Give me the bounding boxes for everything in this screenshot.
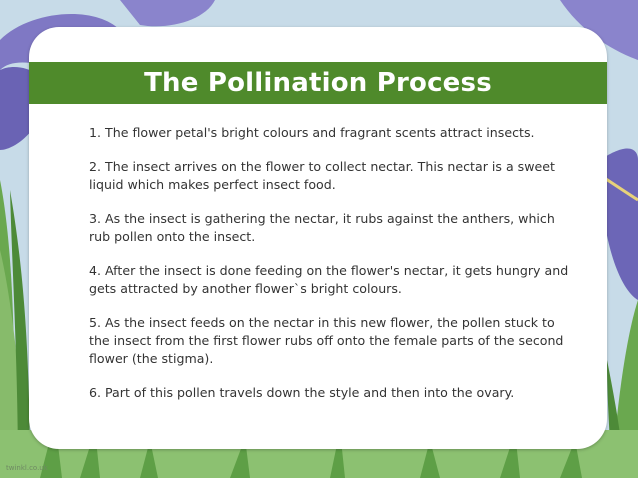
watermark-text: twinkl.co.uk bbox=[6, 464, 48, 472]
point-6: 6. Part of this pollen travels down the style and then into the ovary. bbox=[89, 385, 515, 400]
point-5: 5. As the insect feeds on the nectar in this new flower, the pollen stuck to the insect from the first flower rubs off onto the female parts of the second flower (the stigma). bbox=[89, 315, 564, 366]
slide-title: The Pollination Process bbox=[29, 62, 607, 104]
points-list bbox=[89, 124, 569, 418]
point-4: 4. After the insect is done feeding on the flower's nectar, it gets hungry and gets attracted by another flower`s bright colours. bbox=[89, 263, 569, 296]
point-1: 1. The flower petal's bright colours and fragrant scents attract insects. bbox=[89, 125, 535, 140]
point-3: 3. As the insect is gathering the nectar, it rubs against the anthers, which rub pollen onto the insect. bbox=[89, 211, 555, 244]
point-2: 2. The insect arrives on the flower to collect nectar. This nectar is a sweet liquid which makes perfect insect food. bbox=[89, 159, 555, 192]
